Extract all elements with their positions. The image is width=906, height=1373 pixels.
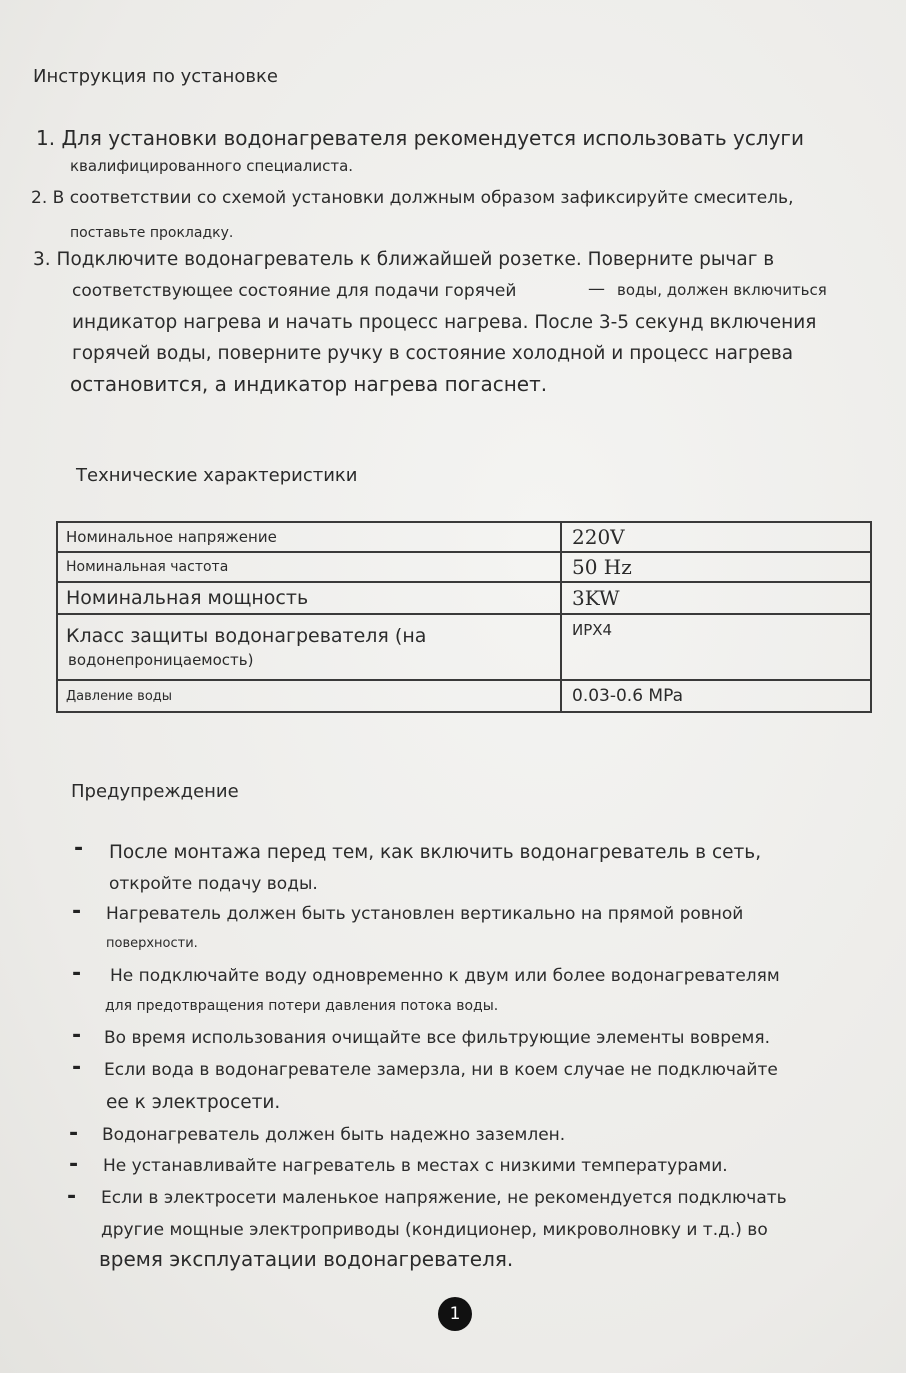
- warning-dash: -: [67, 1184, 77, 1209]
- spec-value: ИРХ4: [561, 614, 871, 680]
- spec-label: [57, 614, 561, 680]
- spec-label-line-2: водонепроницаемость): [68, 650, 254, 669]
- table-row: [57, 552, 871, 582]
- warning-title: Предупреждение: [71, 781, 239, 802]
- install-step-3-cont-1: соответствующее состояние для подачи горячей: [72, 281, 517, 301]
- warning-7-line-1: Не устанавливайте нагреватель в местах с низкими температурами.: [103, 1156, 728, 1176]
- warning-1-line-1: После монтажа перед тем, как включить водонагреватель в сеть,: [109, 842, 762, 863]
- warning-dash: -: [69, 1152, 79, 1177]
- warning-2-line-2: поверхности.: [106, 936, 198, 951]
- spec-label: Номинальное напряжение: [57, 522, 561, 552]
- warning-8-line-1: Если в электросети маленькое напряжение, не рекомендуется подключать: [101, 1188, 787, 1208]
- spec-value: 3KW: [561, 582, 871, 614]
- table-row: [57, 522, 871, 552]
- warning-dash: -: [72, 899, 82, 924]
- warning-5-line-2: ее к электросети.: [106, 1092, 281, 1113]
- warning-3-line-2: для предотвращения потери давления потока воды.: [105, 998, 499, 1014]
- warning-6-line-1: Водонагреватель должен быть надежно заземлен.: [102, 1125, 566, 1145]
- install-step-2-cont: поставьте прокладку.: [70, 225, 234, 241]
- install-step-3: 3. Подключите водонагреватель к ближайшей розетке. Поверните рычаг в: [33, 249, 775, 270]
- warning-dash: -: [72, 961, 82, 986]
- install-step-1: 1. Для установки водонагревателя рекомендуется использовать услуги: [36, 126, 804, 150]
- warning-8-line-2: другие мощные электроприводы (кондиционер, микроволновку и т.д.) во: [101, 1220, 768, 1240]
- table-row: [57, 680, 871, 712]
- spec-value: 220V: [561, 522, 871, 552]
- spec-value: 0.03-0.6 MPa: [561, 680, 871, 712]
- warning-dash: -: [69, 1121, 79, 1146]
- install-step-3-cont-2: воды, должен включиться: [617, 281, 827, 299]
- install-step-1-cont: квалифицированного специалиста.: [70, 157, 354, 175]
- specs-title: Технические характеристики: [76, 465, 358, 486]
- page-number: 1: [438, 1297, 472, 1331]
- table-row: [57, 582, 871, 614]
- install-step-3-cont-3: индикатор нагрева и начать процесс нагрева. После 3-5 секунд включения: [72, 312, 817, 333]
- warning-5-line-1: Если вода в водонагревателе замерзла, ни в коем случае не подключайте: [104, 1060, 778, 1080]
- spec-label-line-1: Класс защиты водонагревателя (на: [66, 625, 427, 648]
- warning-3-line-1: Не подключайте воду одновременно к двум или более водонагревателям: [110, 966, 780, 986]
- install-step-3-cont-4: горячей воды, поверните ручку в состояние холодной и процесс нагрева: [72, 343, 794, 364]
- install-step-3-dash: —: [588, 279, 605, 299]
- install-step-3-cont-5: остановится, а индикатор нагрева погаснет.: [70, 372, 548, 396]
- warning-dash: -: [72, 1055, 82, 1080]
- spec-label: Давление воды: [57, 680, 561, 712]
- install-step-2: 2. В соответствии со схемой установки должным образом зафиксируйте смеситель,: [31, 188, 794, 208]
- warning-8-line-3: время эксплуатации водонагревателя.: [99, 1247, 514, 1271]
- warning-2-line-1: Нагреватель должен быть установлен вертикально на прямой ровной: [106, 904, 744, 924]
- install-title: Инструкция по установке: [33, 66, 278, 87]
- warning-dash: -: [74, 836, 84, 861]
- warning-1-line-2: откройте подачу воды.: [109, 874, 318, 894]
- table-row: [57, 614, 871, 680]
- spec-label: Номинальная мощность: [57, 582, 561, 614]
- warning-dash: -: [72, 1023, 82, 1048]
- spec-value: 50 Hz: [561, 552, 871, 582]
- specs-table: [56, 521, 872, 713]
- warning-4-line-1: Во время использования очищайте все фильтрующие элементы вовремя.: [104, 1028, 771, 1048]
- spec-label: Номинальная частота: [57, 552, 561, 582]
